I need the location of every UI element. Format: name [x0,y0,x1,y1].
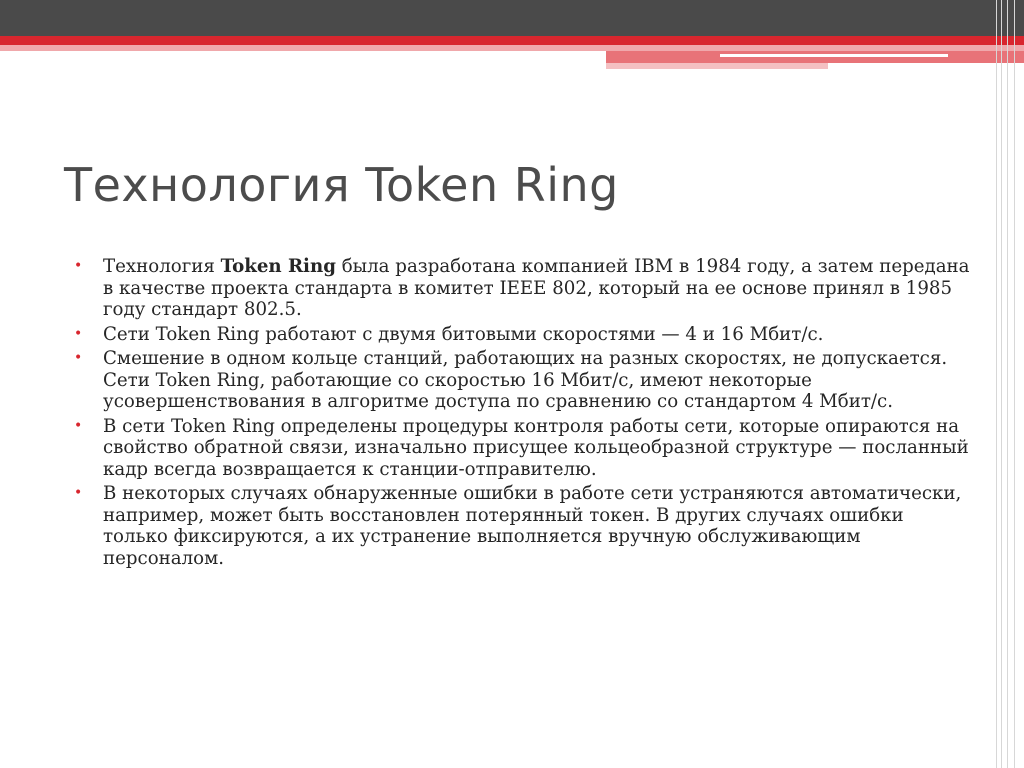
bullet-text: В сети Token Ring определены процедуры контроля работы сети, которые опираются на свойство обратной связи, изначально присущее кольцеобразной структуре — посланный кадр всегда возвращается к станции-отправителю. [103,415,969,480]
bullet-text: В некоторых случаях обнаруженные ошибки в работе сети устраняются автоматически, например, может быть восстановлен потерянный токен. В других случаях ошибки только фиксируются, а их устранение выполняется вручную обслуживающим персоналом. [103,483,962,569]
bullet-item [70,256,970,321]
bullet-text-lead: Технология [103,256,221,277]
slide-title: Технология Token Ring [64,158,619,212]
header-deco-stripe [606,51,1024,63]
bullet-icon: • [74,417,83,434]
bullet-icon: • [74,485,83,501]
right-edge-lines [992,0,1024,768]
header-deco-highlight [720,54,948,57]
bullet-icon: • [74,325,83,342]
bullet-text: Смешение в одном кольце станций, работающих на разных скоростях, не допускается. Сети Token Ring, работающие со скоростью 16 Мбит/с, имеют некоторые усовершенствования в алгоритме доступа по сравнению со стандартом 4 Мбит/с. [103,348,948,412]
header-red-band [0,36,1024,45]
bullet-item [70,348,970,413]
bullet-text-rest: была разработана компанией IBM в 1984 году, а затем передана в качестве проекта стандарта в комитет IEEE 802, который на ее основе принял в 1985 году стандарт 802.5. [103,256,970,320]
bullet-text: Сети Token Ring работают с двумя битовыми скоростями — 4 и 16 Мбит/с. [103,323,824,345]
bullet-item [70,416,970,481]
header-bar [0,0,1024,36]
bullet-item [70,483,970,569]
bullet-list [70,256,970,572]
header-deco-stripe-secondary [606,63,828,69]
bullet-icon: • [74,350,83,366]
bullet-item [70,324,970,346]
bullet-text-bold: Token Ring [220,256,336,277]
bullet-icon: • [74,258,83,274]
